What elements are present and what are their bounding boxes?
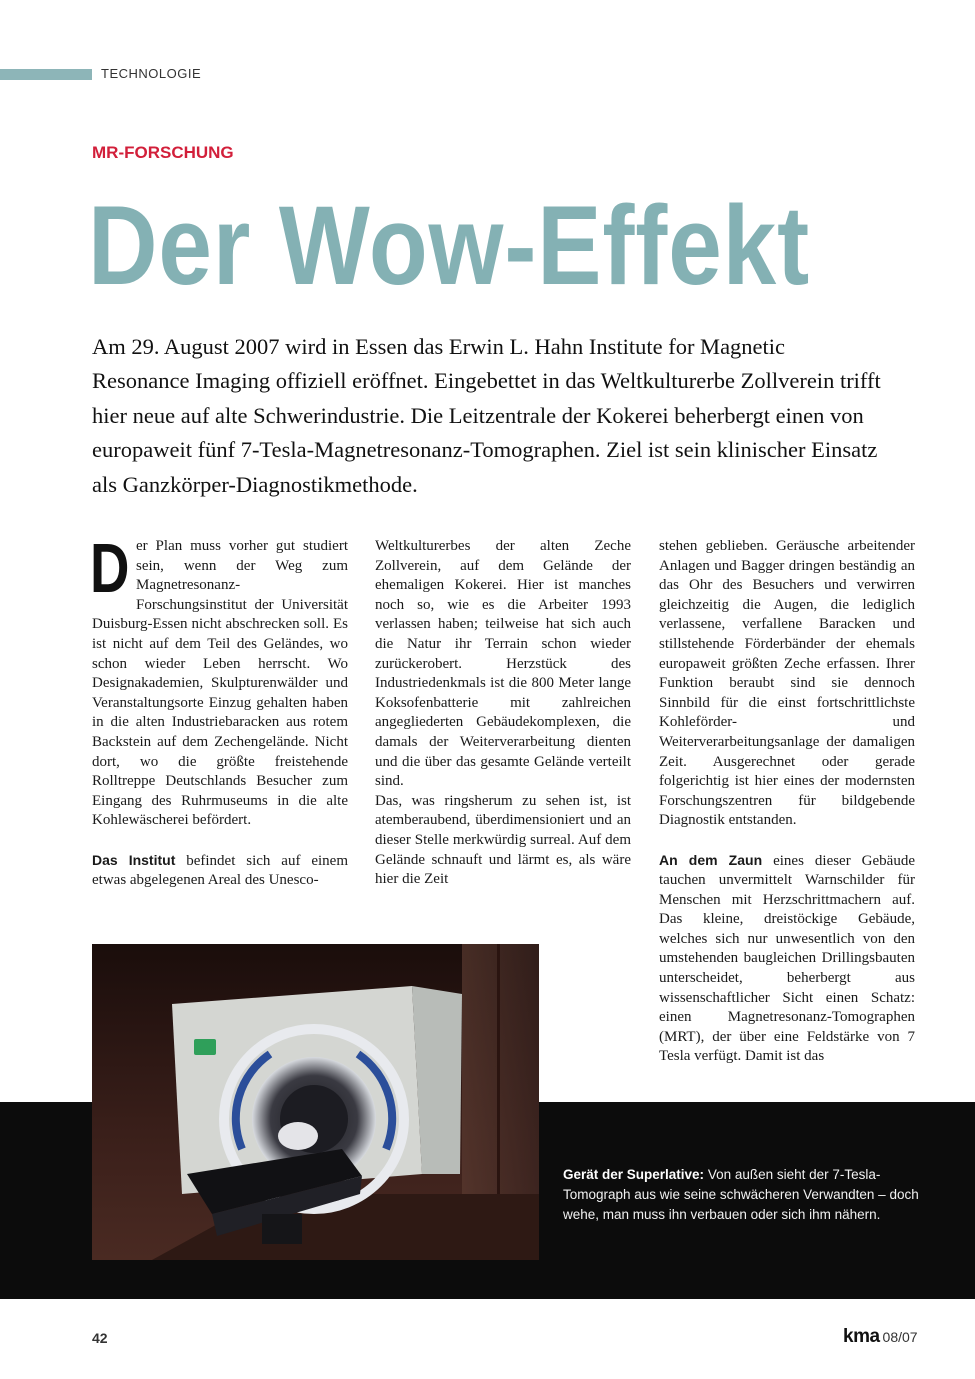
article-kicker: MR-FORSCHUNG xyxy=(92,143,234,162)
photo-caption xyxy=(563,1165,923,1225)
paragraph-lead-in: Das Institut xyxy=(92,851,176,868)
paragraph-text: Weltkulturerbes der alten Zeche Zollverein, auf dem Gelände der ehemaligen Kokerei. Hier ist manches noch so, wie es die Arbeiter 1993 verlassen haben; teilweise hat sich auch die Natur ihr Terrain schon wieder zurückerobert. Herzstück des Industriedenkmals ist die 800 Meter lange Koksofenbatterie mit zahlreichen angegliederten Gebäudekomplexen, die damals der Weiterverarbeitung dienten und die über das gesamte Gelände verteilt sind. xyxy=(375,538,631,790)
paragraph xyxy=(659,851,915,1068)
paragraph-lead-in: An dem Zaun xyxy=(659,851,763,868)
mri-photo-illustration xyxy=(92,944,539,1260)
article-lead: Am 29. August 2007 wird in Essen das Erwin L. Hahn Institute for Magnetic Resonance Imaging offiziell eröffnet. Eingebettet in das Weltkulturerbe Zollverein trifft hier neue auf alte Schwerindustrie. Die Leitzentrale der Kokerei beherbergt einen von europaweit fünf 7-Tesla-Magnetresonanz-Tomographen. Ziel ist sein klinischer Einsatz als Ganzkörper-Diagnostikmethode. xyxy=(92,334,881,497)
text-column-1 xyxy=(90,529,348,891)
magazine-footer xyxy=(843,1326,918,1348)
article-title: Der Wow-Effekt xyxy=(88,183,811,308)
paragraph-text: eines dieser Gebäude tauchen unvermittelt Warnschilder für Menschen mit Herzschrittmachern auf. Das kleine, dreistöckige Gebäude, welches sich nur unwesentlich von den umstehenden baugleichen Drillingsbauten unterscheidet, beherbergt aus wissenschaftlicher Sicht einen Schatz: einen Magnetresonanz-Tomographen (MRT), der über eine Feldstärke von 7 Tesla verfügt. Damit ist das xyxy=(659,852,915,1065)
text-column-2 xyxy=(375,537,631,890)
caption-text: Von außen sieht der 7-Tesla-Tomograph aus wie seine schwächeren Verwandten – doch wehe, man muss ihn verbauen oder sich ihm nähern. xyxy=(563,1167,919,1222)
mri-scanner-photo xyxy=(92,944,539,1260)
issue-number: 08/07 xyxy=(882,1329,918,1345)
drop-cap: D xyxy=(90,529,130,607)
paragraph xyxy=(90,529,348,831)
text-column-3 xyxy=(659,537,915,1067)
section-label: TECHNOLOGIE xyxy=(101,66,202,81)
paragraph-text: er Plan muss vorher gut studiert sein, wenn der Weg zum Magnetresonanz-Forschungsinstitut der Universität Duisburg-Essen nicht abschrecken soll. Es ist nicht auf dem Teil des Geländes, wo schon wieder Leben herrscht. Wo Designakademien, Skulpturenwälder und Veranstaltungsorte Einzug gehalten haben in die alten Industriebaracken aus rotem Backstein auf dem Zechengelände. Nicht dort, wo die größte freistehende Rolltreppe Deutschlands Besucher zum Eingang des Ruhrmuseums in die alte Kohlewäscherei befördert. xyxy=(92,538,348,829)
paragraph xyxy=(92,851,348,891)
caption-lead-in: Gerät der Superlative: xyxy=(563,1167,705,1182)
page-number: 42 xyxy=(92,1330,108,1346)
paragraph-text: Das, was ringsherum zu sehen ist, ist atemberaubend, überdimensioniert und an dieser Stelle merkwürdig surreal. Auf dem Gelände schnauft und lärmt es, als wäre hier die Zeit xyxy=(375,792,631,888)
section-accent-bar xyxy=(0,69,92,80)
magazine-logo: kma xyxy=(843,1326,880,1347)
paragraph-text: stehen geblieben. Geräusche arbeitender Anlagen und Bagger dringen beständig an das Ohr des Besuchers und verwirren gleichzeitig die Augen, die lediglich verlassene, verfallene Baracken und stillstehende Förderbänder der ehemals europaweit größten Zeche erfassen. Ihrer Funktion beraubt sind sie dennoch Sinnbild für die einst fortschrittlichste Kohleförder- und Weiterverarbeitungsanlage der damaligen Zeit. Ausgerechnet oder gerade folgerichtig ist hier eines der modernsten Forschungszentren für bildgebende Diagnostik entstanden. xyxy=(659,538,915,829)
paragraph-text: befindet sich auf einem etwas abgelegenen Areal des Unesco- xyxy=(92,852,348,889)
